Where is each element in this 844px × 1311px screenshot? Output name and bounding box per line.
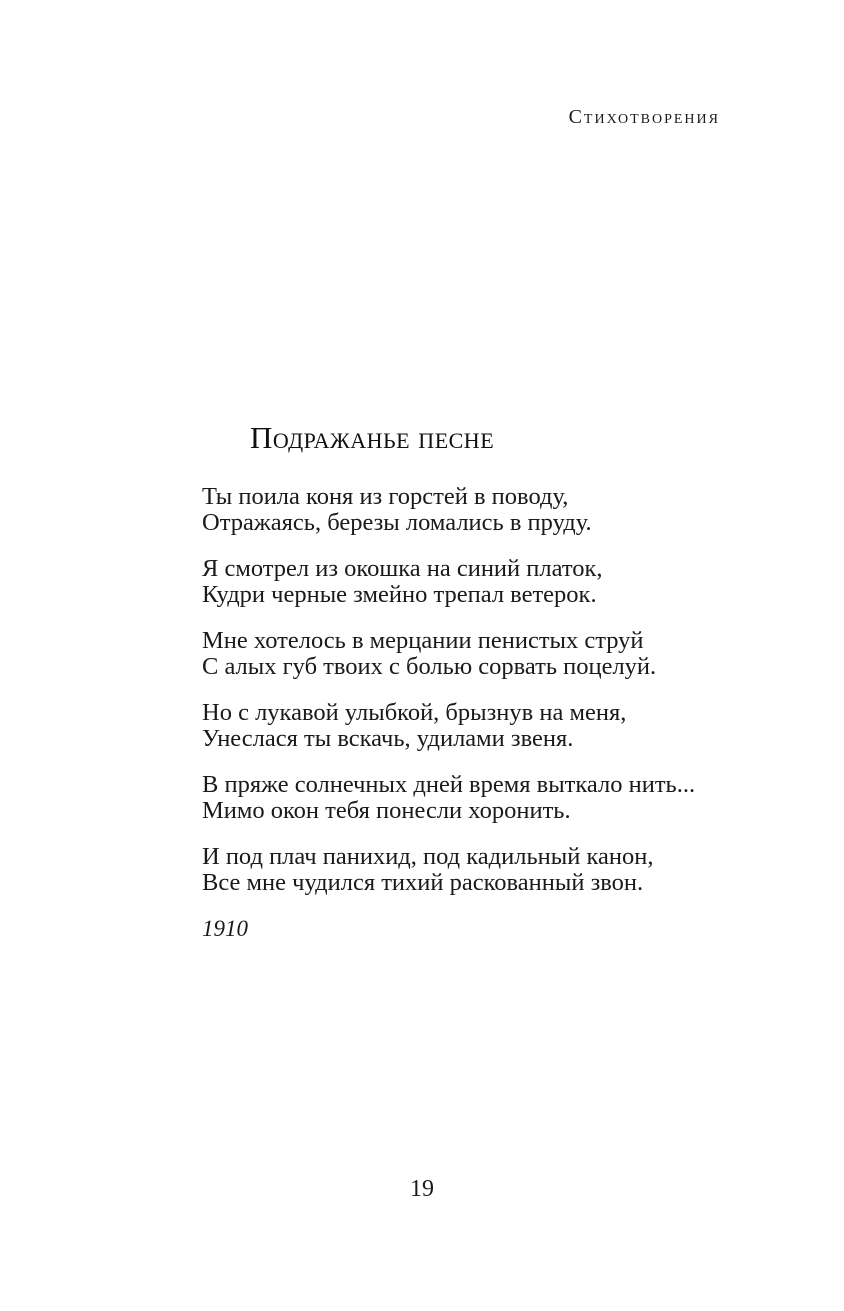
stanza: [202, 556, 762, 608]
stanza: [202, 484, 762, 536]
stanza: [202, 844, 762, 896]
running-head: Стихотворения: [568, 106, 720, 128]
stanza: [202, 772, 762, 824]
poem-line: Но с лукавой улыбкой, брызнув на меня,: [202, 699, 627, 726]
poem-line: Кудри черные змейно трепал ветерок.: [202, 581, 597, 608]
poem-line: Мимо окон тебя понесли хоронить.: [202, 797, 571, 824]
poem-line: Я смотрел из окошка на синий платок,: [202, 555, 603, 582]
poem-line: Все мне чудился тихий раскованный звон.: [202, 869, 644, 896]
stanza: [202, 700, 762, 752]
poem-line: Мне хотелось в мерцании пенистых струй: [202, 627, 644, 654]
poem-date: 1910: [202, 916, 248, 941]
poem-line: С алых губ твоих с болью сорвать поцелуй.: [202, 653, 657, 680]
poem-line: Отражаясь, березы ломались в пруду.: [202, 509, 592, 536]
poem-line: И под плач панихид, под кадильный канон,: [202, 843, 654, 870]
page-number: 19: [410, 1176, 434, 1202]
poem-line: Ты поила коня из горстей в поводу,: [202, 483, 569, 510]
poem-line: В пряже солнечных дней время выткало нить...: [202, 771, 696, 798]
stanza: [202, 628, 762, 680]
poem-line: Унеслася ты вскачь, удилами звеня.: [202, 725, 574, 752]
poem-title: Подражанье песне: [250, 420, 495, 455]
poem: [202, 420, 762, 942]
